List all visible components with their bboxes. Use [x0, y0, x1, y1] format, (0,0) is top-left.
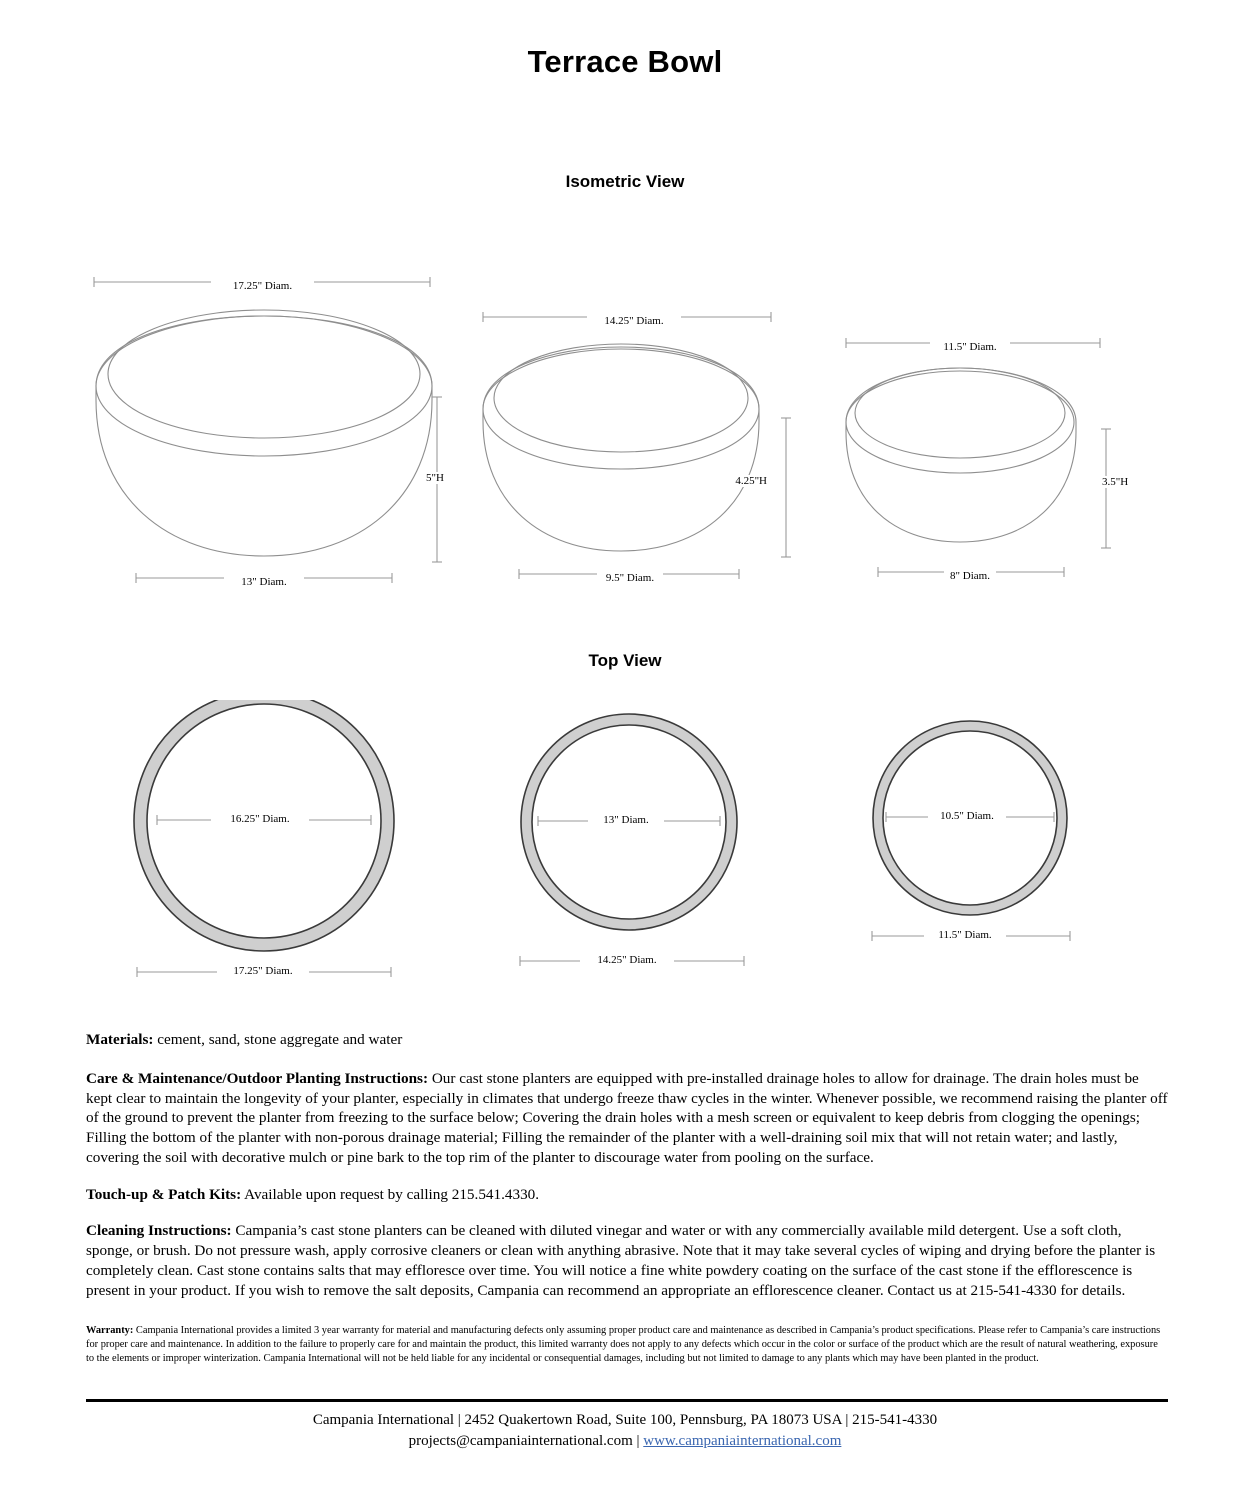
touchup-label: Touch-up & Patch Kits: — [86, 1185, 242, 1203]
footer-email[interactable]: projects@campaniainternational.com — [408, 1433, 633, 1449]
footer-contact — [0, 1431, 1250, 1452]
dimension-label-outer-large: 17.25" Diam. — [217, 965, 309, 977]
touchup-text: Available upon request by calling 215.541.4330. — [241, 1185, 540, 1203]
materials-text: cement, sand, stone aggregate and water — [153, 1031, 403, 1049]
footer — [0, 1410, 1250, 1452]
dimension-label-outer-small: 11.5" Diam. — [924, 929, 1006, 941]
dimension-label-bottom-large: 13" Diam. — [224, 576, 304, 588]
dimension-label-inner-small: 10.5" Diam. — [928, 810, 1006, 822]
top-view-ring-large — [133, 700, 413, 990]
specifications-content — [86, 1015, 1168, 1366]
dimension-label-bottom-small: 8" Diam. — [944, 570, 996, 582]
dimension-label-inner-medium: 13" Diam. — [588, 814, 664, 826]
bowl-outline-medium — [483, 344, 759, 551]
bowl-outline-large — [96, 310, 432, 556]
isometric-bowl-medium — [475, 301, 805, 591]
dimension-label-top-small: 11.5" Diam. — [930, 341, 1010, 353]
footer-address: Campania International | 2452 Quakertown Road, Suite 100, Pennsburg, PA 18073 USA | 215-541-4330 — [312, 1412, 938, 1428]
warranty-text: Campania International provides a limited 3 year warranty for material and manufacturing defects only assuming proper product care and maintenance as described in Campania’s product specifications. Please refer to Campania’s care instructions for proper care and maintenance. In addition to the failure to properly care for and maintain the product, this limited warranty does not apply to any defects which occur in the color or surface of the product which are the result of natural weathering, exposure to the elements or improper winterization. Campania International will not be held liable for any incidental or consequential damages, including but not limited to damage to any plants which may have been planted in the product. — [86, 1325, 1161, 1364]
isometric-bowl-small — [838, 328, 1133, 588]
warranty-paragraph — [86, 1324, 1168, 1365]
materials-label: Materials: — [86, 1031, 154, 1049]
dimension-line-height-medium — [781, 418, 791, 557]
bowl-outline-small — [846, 368, 1076, 542]
cleaning-paragraph — [86, 1221, 1168, 1300]
footer-website-link[interactable]: www.campaniainternational.com — [643, 1433, 842, 1449]
touchup-paragraph — [86, 1185, 1168, 1205]
cleaning-text: Campania’s cast stone planters can be cleaned with diluted vinegar and water or with any commercially available mild detergent. Use a soft cloth, sponge, or brush. Do not pressure wash, apply corrosive cleaners or clean with anything abrasive. Note that it may take several cycles of wiping and drying before the planter is completely clean. Cast stone contains salts that may effloresce over time. You will notice a fine white powdery coating on the surface of the cast stone if the efflorescence is present in your product. If you wish to remove the salt deposits, Campania can recommend an appropriate an efflorescence cleaner. Contact us at 215-541-4330 for details. — [86, 1222, 1156, 1299]
dimension-label-top-medium: 14.25" Diam. — [587, 315, 681, 327]
dimension-label-height-small: 3.5"H — [1102, 476, 1129, 488]
care-text: Our cast stone planters are equipped with pre-installed drainage holes to allow for drainage. The drain holes must be kept clear to maintain the longevity of your planter, especially in climates that undergo freeze thaw cycles in the winter. Whenever possible, we recommend raising the planter off of the ground to prevent the planter from freezing to the surface below; Covering the drain holes with a mesh screen or equivalent to keep debris from clogging the openings; Filling the bottom of the planter with non-porous drainage material; Filling the remainder of the planter with a well-draining soil mix that will not retain water; and lastly, covering the soil with decorative mulch or pine bark to the top rim of the planter to discourage water from pooling on the surface. — [86, 1069, 1168, 1166]
top-view-ring-small — [866, 708, 1081, 953]
dimension-label-height-medium: 4.25"H — [735, 475, 767, 487]
footer-separator: | — [632, 1433, 644, 1449]
care-paragraph — [86, 1069, 1168, 1168]
top-view-ring-medium — [516, 713, 764, 978]
dimension-label-bottom-medium: 9.5" Diam. — [597, 572, 663, 584]
dimension-line-height-small — [1101, 429, 1111, 548]
isometric-view-group — [0, 240, 1250, 590]
dimension-label-inner-large: 16.25" Diam. — [211, 813, 309, 825]
dimension-label-top-large: 17.25" Diam. — [211, 280, 314, 292]
dimension-label-height-large: 5"H — [426, 472, 444, 484]
isometric-view-header: Isometric View — [565, 172, 685, 191]
warranty-label: Warranty: — [86, 1325, 134, 1337]
care-label: Care & Maintenance/Outdoor Planting Instructions: — [86, 1069, 429, 1087]
top-view-header: Top View — [588, 651, 662, 670]
page-title: Terrace Bowl — [527, 44, 723, 79]
isometric-bowl-large — [86, 264, 456, 594]
materials-paragraph — [86, 1030, 1168, 1050]
top-view-group — [0, 690, 1250, 995]
footer-divider — [86, 1399, 1168, 1402]
dimension-label-outer-medium: 14.25" Diam. — [580, 954, 674, 966]
cleaning-label: Cleaning Instructions: — [86, 1222, 232, 1240]
